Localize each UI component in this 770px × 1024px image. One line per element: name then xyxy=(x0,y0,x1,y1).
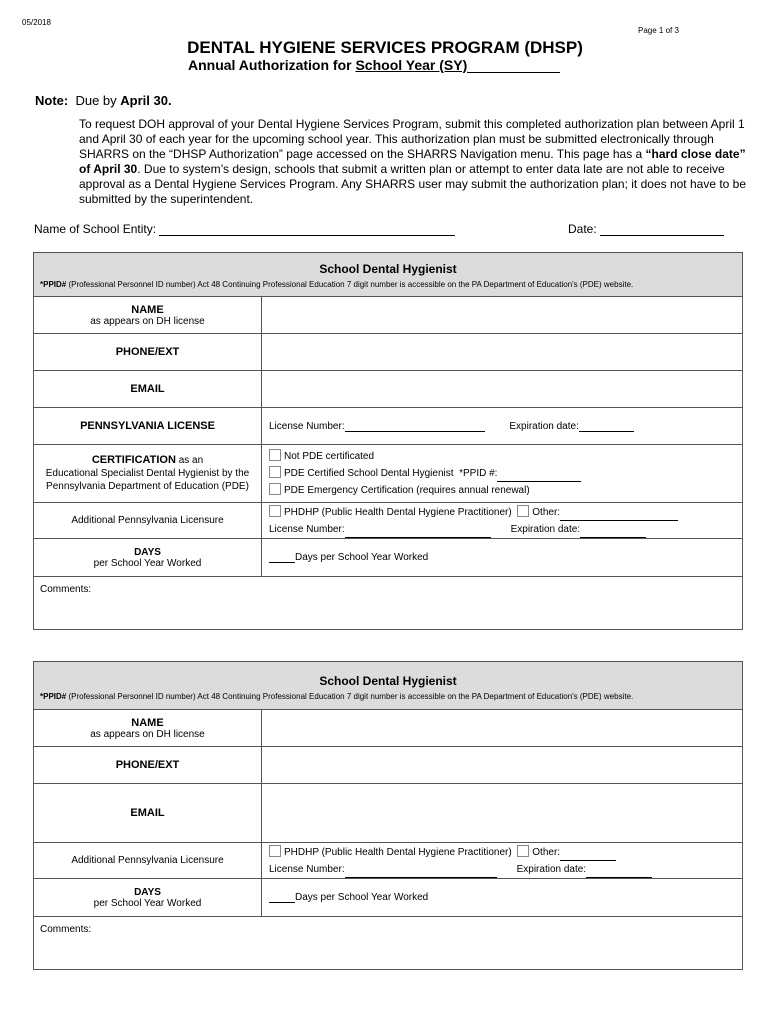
not-pde-label: Not PDE certificated xyxy=(284,451,375,462)
addl-licensure-label-cell xyxy=(34,503,262,539)
note-due-prefix: Due by xyxy=(75,93,121,108)
email-field[interactable] xyxy=(262,371,743,408)
license-number-field[interactable] xyxy=(345,421,485,432)
days-label-cell xyxy=(34,539,262,577)
subtitle-school-year: School Year (SY) xyxy=(355,57,468,73)
phdhp-checkbox[interactable] xyxy=(269,845,281,857)
school-entity-row xyxy=(34,222,455,236)
school-year-field[interactable] xyxy=(467,58,560,73)
pa-license-cell xyxy=(262,408,743,445)
section-title: School Dental Hygienist xyxy=(319,674,457,688)
other-label: Other: xyxy=(532,846,561,858)
phone-label: PHONE/EXT xyxy=(115,346,180,358)
days-value-label: Days per School Year Worked xyxy=(295,552,429,563)
option-emergency xyxy=(269,482,742,499)
option-not-pde xyxy=(269,448,742,465)
addl-license-number-field[interactable] xyxy=(345,867,497,878)
name-sublabel: as appears on DH license xyxy=(90,315,205,327)
school-entity-label: Name of School Entity: xyxy=(34,222,157,236)
document-title: DENTAL HYGIENE SERVICES PROGRAM (DHSP) xyxy=(187,38,583,57)
note-text-bold: “hard close date” of April 30 xyxy=(79,147,746,176)
name-field[interactable] xyxy=(262,710,743,747)
section-header xyxy=(34,253,743,297)
addl-license-number-label: License Number: xyxy=(269,523,345,535)
other-checkbox[interactable] xyxy=(517,845,529,857)
ppid-text: (Professional Personnel ID number) Act 48 Continuing Professional Education 7 digit number is accessible on the PA Department of Education's (PDE) website. xyxy=(66,692,634,701)
addl-licensure-cell xyxy=(262,843,743,879)
note-due-date: April 30. xyxy=(120,93,172,108)
addl-license-number-label: License Number: xyxy=(269,863,345,875)
document-subtitle xyxy=(188,57,560,73)
comments-field[interactable] xyxy=(34,917,743,970)
days-field[interactable] xyxy=(269,552,295,563)
addl-expiration-label: Expiration date: xyxy=(516,863,587,875)
certification-line-3: Pennsylvania Department of Education (PDE) xyxy=(46,481,249,492)
license-number-label: License Number: xyxy=(269,420,345,432)
addl-expiration-label: Expiration date: xyxy=(510,523,581,535)
expiration-date-field[interactable] xyxy=(579,421,634,432)
phone-label-cell xyxy=(34,747,262,784)
certification-label: CERTIFICATION xyxy=(91,454,176,466)
emergency-checkbox[interactable] xyxy=(269,483,281,495)
subtitle-prefix: Annual Authorization for xyxy=(188,57,356,73)
certification-line-2: Educational Specialist Dental Hygienist by the xyxy=(45,468,250,479)
days-sublabel: per School Year Worked xyxy=(93,557,202,569)
phone-label: PHONE/EXT xyxy=(115,759,180,771)
certification-as-an: as an xyxy=(175,455,204,466)
addl-licensure-label-cell xyxy=(34,843,262,879)
certification-options xyxy=(262,445,743,503)
days-label: DAYS xyxy=(134,886,161,898)
emergency-label: PDE Emergency Certification (requires annual renewal) xyxy=(284,485,530,496)
ppid-field-label: *PPID #: xyxy=(459,468,498,479)
ppid-note xyxy=(34,688,742,705)
name-label: NAME xyxy=(131,716,164,729)
other-checkbox[interactable] xyxy=(517,505,529,517)
note-text-1: To request DOH approval of your Dental Hygiene Services Program, submit this completed authorization plan between April 1 and April 30 of each year for the upcoming school year. This authorization plan must be submitted electronically through SHARRS on the “DHSP Authorization” page accessed on the SHARRS Navigation menu. This page has a xyxy=(79,117,745,161)
addl-licensure-label: Additional Pennsylvania Licensure xyxy=(71,515,224,526)
comments-field[interactable] xyxy=(34,577,743,630)
days-cell xyxy=(262,539,743,577)
certification-label-cell xyxy=(34,445,262,503)
name-field[interactable] xyxy=(262,297,743,334)
option-pde-certified xyxy=(269,465,742,482)
phdhp-row xyxy=(269,504,742,521)
hygienist-section-2 xyxy=(33,661,743,970)
not-pde-checkbox[interactable] xyxy=(269,449,281,461)
addl-license-row xyxy=(269,521,742,538)
comments-label: Comments: xyxy=(40,924,92,935)
comments-label: Comments: xyxy=(40,584,92,595)
page-number: Page 1 of 3 xyxy=(638,26,679,35)
email-label-cell xyxy=(34,371,262,408)
note-heading xyxy=(35,93,172,108)
email-label: EMAIL xyxy=(130,807,165,819)
phdhp-checkbox[interactable] xyxy=(269,505,281,517)
days-field[interactable] xyxy=(269,892,295,903)
name-label: NAME xyxy=(131,303,164,316)
email-label-cell xyxy=(34,784,262,843)
section-title: School Dental Hygienist xyxy=(319,261,457,276)
form-date-code: 05/2018 xyxy=(22,18,51,27)
note-label: Note: xyxy=(35,93,69,108)
addl-expiration-field[interactable] xyxy=(586,867,652,878)
days-value-label: Days per School Year Worked xyxy=(295,892,429,903)
phone-label-cell xyxy=(34,334,262,371)
other-field[interactable] xyxy=(560,510,678,521)
addl-licensure-label: Additional Pennsylvania Licensure xyxy=(71,855,224,866)
ppid-field[interactable] xyxy=(497,471,581,482)
phdhp-row xyxy=(269,844,742,861)
name-label-cell xyxy=(34,710,262,747)
phone-field[interactable] xyxy=(262,334,743,371)
email-label: EMAIL xyxy=(130,383,165,395)
addl-licensure-cell xyxy=(262,503,743,539)
note-text-2: . Due to system’s design, schools that submit a written plan or attempt to enter data late are not able to receive approval as a Dental Hygiene Services Program. Any SHARRS user may submit the authorization plan; it does not have to be submitted by the superintendent. xyxy=(79,162,747,206)
addl-license-row xyxy=(269,861,742,878)
addl-license-number-field[interactable] xyxy=(345,527,491,538)
email-field[interactable] xyxy=(262,784,743,843)
other-label: Other: xyxy=(532,506,561,518)
other-field[interactable] xyxy=(560,850,616,861)
note-paragraph xyxy=(79,117,747,207)
ppid-label: *PPID# xyxy=(40,692,67,701)
hygienist-section-1 xyxy=(33,252,743,630)
date-row xyxy=(568,222,724,236)
ppid-text: (Professional Personnel ID number) Act 48 Continuing Professional Education 7 digit number is accessible on the PA Department of Education's (PDE) website. xyxy=(66,279,634,289)
expiration-date-label: Expiration date: xyxy=(509,420,579,432)
name-label-cell xyxy=(34,297,262,334)
school-entity-field[interactable] xyxy=(159,222,455,236)
phdhp-label: PHDHP (Public Health Dental Hygiene Practitioner) xyxy=(284,506,512,518)
date-label: Date: xyxy=(568,222,597,236)
pa-license-label-cell xyxy=(34,408,262,445)
phone-field[interactable] xyxy=(262,747,743,784)
section-header xyxy=(34,662,743,710)
ppid-note xyxy=(34,276,742,293)
ppid-label: *PPID# xyxy=(40,279,67,289)
addl-expiration-field[interactable] xyxy=(580,527,646,538)
date-field[interactable] xyxy=(600,222,724,236)
days-sublabel: per School Year Worked xyxy=(93,897,202,909)
days-label-cell xyxy=(34,879,262,917)
name-sublabel: as appears on DH license xyxy=(90,728,205,740)
pde-certified-label: PDE Certified School Dental Hygienist xyxy=(284,468,454,479)
phdhp-label: PHDHP (Public Health Dental Hygiene Practitioner) xyxy=(284,846,512,858)
days-cell xyxy=(262,879,743,917)
days-label: DAYS xyxy=(134,546,161,558)
pa-license-label: PENNSYLVANIA LICENSE xyxy=(80,420,215,432)
pde-certified-checkbox[interactable] xyxy=(269,466,281,478)
